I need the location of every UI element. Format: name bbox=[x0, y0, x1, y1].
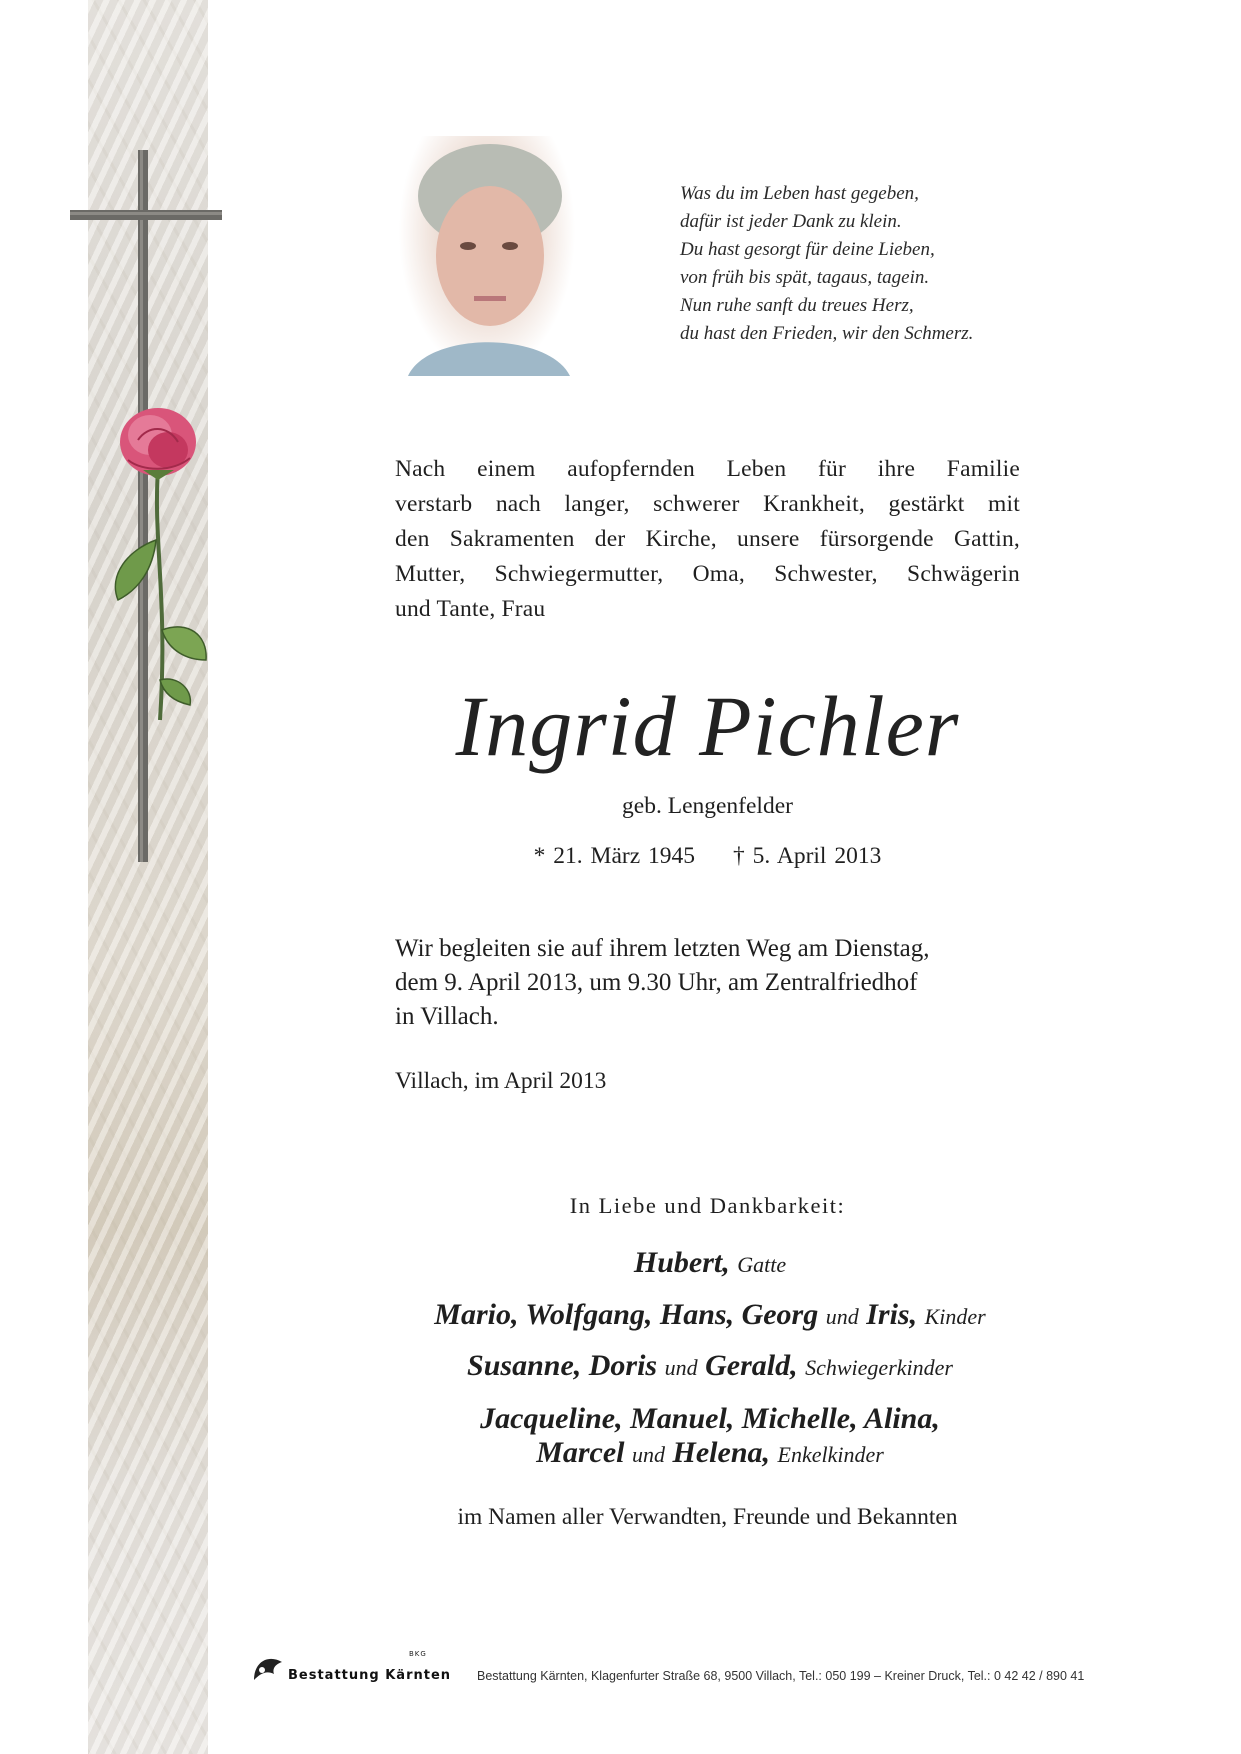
mourner-names: Jacqueline, Manuel, Michelle, Alina, bbox=[480, 1402, 940, 1435]
logo-mark-icon bbox=[252, 1652, 284, 1682]
death-date: † 5. April 2013 bbox=[733, 843, 882, 869]
intro-paragraph bbox=[395, 452, 1020, 627]
intro-line: Nach einem aufopfernden Leben für ihre Familie bbox=[395, 456, 1020, 482]
mourner-names: Helena, bbox=[672, 1436, 771, 1469]
intro-line: und Tante, Frau bbox=[395, 596, 546, 622]
mourner-relation: Schwiegerkinder bbox=[805, 1355, 953, 1380]
mourner-children bbox=[360, 1297, 1060, 1335]
intro-line: den Sakramenten der Kirche, unsere fürsorgende Gattin, bbox=[395, 526, 1020, 552]
footer-info: Bestattung Kärnten, Klagenfurter Straße 68, 9500 Villach, Tel.: 050 199 – Kreiner Druck, Tel.: 0 42 42 / 890 41 bbox=[477, 1669, 1085, 1683]
poem-line: du hast den Frieden, wir den Schmerz. bbox=[680, 323, 974, 344]
place-date: Villach, im April 2013 bbox=[395, 1068, 607, 1094]
closing-line: im Namen aller Verwandten, Freunde und Bekannten bbox=[457, 1504, 958, 1530]
rose-icon bbox=[98, 400, 238, 730]
poem-line: von früh bis spät, tagaus, tagein. bbox=[680, 267, 930, 288]
mourner-relation: Kinder bbox=[924, 1304, 986, 1329]
conjunction: und bbox=[825, 1304, 859, 1329]
mourner-spouse bbox=[360, 1245, 1060, 1283]
logo-small-text: BKG bbox=[409, 1650, 427, 1658]
funeral-home-logo bbox=[252, 1650, 452, 1690]
mourner-names: Marcel bbox=[536, 1436, 625, 1469]
thanks-heading: In Liebe und Dankbarkeit: bbox=[569, 1193, 846, 1218]
mourner-names: Mario, Wolfgang, Hans, Georg bbox=[434, 1298, 819, 1331]
intro-line: Mutter, Schwiegermutter, Oma, Schwester, Schwägerin bbox=[395, 561, 1020, 587]
poem-line: Nun ruhe sanft du treues Herz, bbox=[680, 295, 914, 316]
birth-date: * 21. März 1945 bbox=[533, 843, 696, 869]
birth-name: geb. Lengenfelder bbox=[622, 793, 793, 819]
poem bbox=[680, 180, 1060, 348]
mourner-in-laws bbox=[360, 1348, 1060, 1386]
mourner-grandchildren-line2 bbox=[360, 1435, 1060, 1473]
funeral-paragraph bbox=[395, 932, 1020, 1034]
mourner-names: Gerald, bbox=[705, 1349, 798, 1382]
life-dates bbox=[395, 843, 1020, 870]
logo-text: Bestattung Kärnten bbox=[288, 1668, 452, 1683]
conjunction: und bbox=[632, 1442, 666, 1467]
conjunction: und bbox=[664, 1355, 698, 1380]
deceased-name: Ingrid Pichler bbox=[455, 678, 960, 774]
funeral-line: Wir begleiten sie auf ihrem letzten Weg am Dienstag, bbox=[395, 935, 930, 962]
mourner-grandchildren-line1 bbox=[360, 1401, 1060, 1437]
mourner-names: Hubert, bbox=[633, 1246, 730, 1279]
funeral-line: in Villach. bbox=[395, 1003, 499, 1030]
portrait-photo bbox=[398, 136, 576, 376]
poem-line: Was du im Leben hast gegeben, bbox=[680, 183, 919, 204]
funeral-line: dem 9. April 2013, um 9.30 Uhr, am Zentralfriedhof bbox=[395, 969, 918, 996]
mourner-relation: Gatte bbox=[737, 1252, 787, 1277]
mourner-names: Susanne, Doris bbox=[467, 1349, 658, 1382]
poem-line: dafür ist jeder Dank zu klein. bbox=[680, 211, 902, 232]
portrait-image bbox=[398, 136, 576, 376]
mourner-names: Iris, bbox=[866, 1298, 918, 1331]
mourner-relation: Enkelkinder bbox=[777, 1442, 884, 1467]
poem-line: Du hast gesorgt für deine Lieben, bbox=[680, 239, 935, 260]
intro-line: verstarb nach langer, schwerer Krankheit, gestärkt mit bbox=[395, 491, 1020, 517]
